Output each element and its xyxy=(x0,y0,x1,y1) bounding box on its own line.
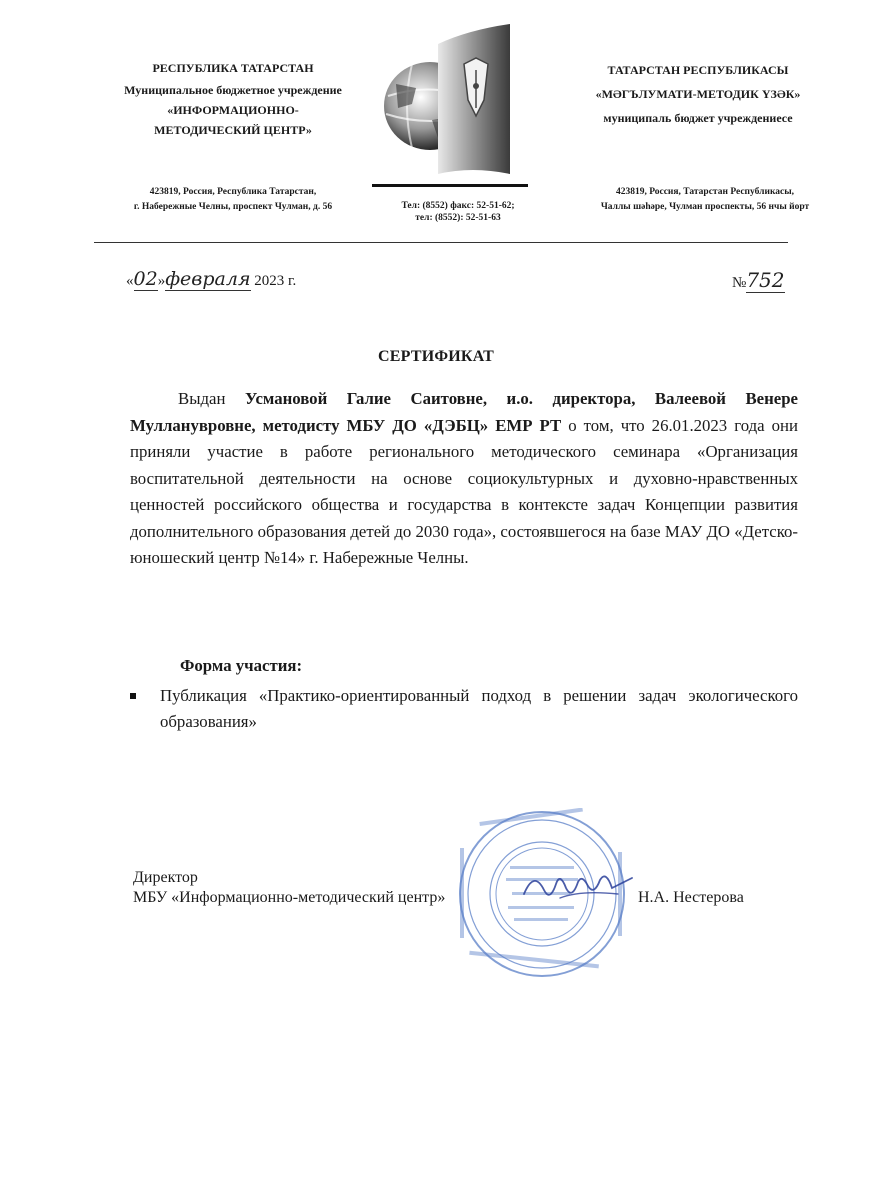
address-right-line-1: 423819, Россия, Татарстан Республикасы, xyxy=(615,187,795,197)
address-left-line-2: г. Набережные Челны, проспект Чулман, д. 56 xyxy=(133,202,333,212)
participation-item xyxy=(130,683,798,735)
header-right-org-name: «МӘГЪЛУМАТИ-МЕТОДИК ҮЗӘК» xyxy=(595,87,801,101)
certificate-body xyxy=(130,386,798,572)
handwritten-signature-icon xyxy=(520,860,640,910)
phone-line-1: Тел: (8552) факс: 52-51-62; xyxy=(401,201,515,211)
date-day: 02 xyxy=(133,268,158,290)
phone-line-2: тел: (8552): 52-51-63 xyxy=(415,213,501,223)
header-left-country: РЕСПУБЛИКА ТАТАРСТАН xyxy=(152,61,314,75)
header-divider xyxy=(94,242,788,243)
header-right-address xyxy=(560,185,850,215)
header-left-org-name-1: «ИНФОРМАЦИОННО- xyxy=(167,103,299,117)
header-left-block xyxy=(88,58,378,140)
header-left-org-name-2: МЕТОДИЧЕСКИЙ ЦЕНТР» xyxy=(154,123,312,137)
participation-item-text: Публикация «Практико-ориентированный подход в решении задач экологического образования» xyxy=(160,686,798,731)
header-right-org-type: муниципаль бюджет учреждениесе xyxy=(603,111,793,125)
document-title: СЕРТИФИКАТ xyxy=(378,348,494,365)
signatory-organization: МБУ «Информационно-методический центр» xyxy=(133,889,446,906)
date-open-quote: « xyxy=(126,273,134,289)
body-recipients: Усмановой Галие Саитовне, и.о. директора, Валеевой Венере Мулланувровне, методисту МБУ ДО «ДЭБЦ» ЕМР РТ xyxy=(130,389,798,435)
number-prefix: № xyxy=(732,275,747,291)
address-left-line-1: 423819, Россия, Республика Татарстан, xyxy=(149,187,317,197)
date-close-quote: » xyxy=(157,273,166,289)
date-month: февраля xyxy=(165,268,251,290)
number-value: 752 xyxy=(746,268,785,292)
header-center-phones xyxy=(378,200,538,224)
signatory-name: Н.А. Нестерова xyxy=(638,889,744,906)
header-right-country: ТАТАРСТАН РЕСПУБЛИКАСЫ xyxy=(607,63,789,77)
body-text: о том, что 26.01.2023 года они приняли участие в работе регионального методического семинара «Организация воспитательной деятельности на основе социокультурных и духовно-нравственных ценностей российского общества и государства в контексте задач Концепции развития дополнительного образования детей до 2030 года», состоявшегося на базе МАУ ДО «Детско-юношеский центр №14» г. Набережные Челны. xyxy=(130,415,798,567)
header-left-org-type: Муниципальное бюджетное учреждение xyxy=(124,83,342,97)
header-left-address xyxy=(88,185,378,215)
globe-pen-logo-icon xyxy=(372,24,528,188)
document-date xyxy=(126,268,296,291)
date-year: 2023 г. xyxy=(250,273,297,289)
address-right-line-2: Чаллы шәһәре, Чулман проспекты, 56 нчы йорт xyxy=(600,202,810,212)
participation-label: Форма участия: xyxy=(180,656,303,675)
signatory-position: Директор xyxy=(133,869,198,886)
body-intro: Выдан xyxy=(178,389,245,408)
header-right-block xyxy=(548,58,848,130)
document-number xyxy=(732,268,785,292)
square-bullet-icon xyxy=(130,693,136,699)
